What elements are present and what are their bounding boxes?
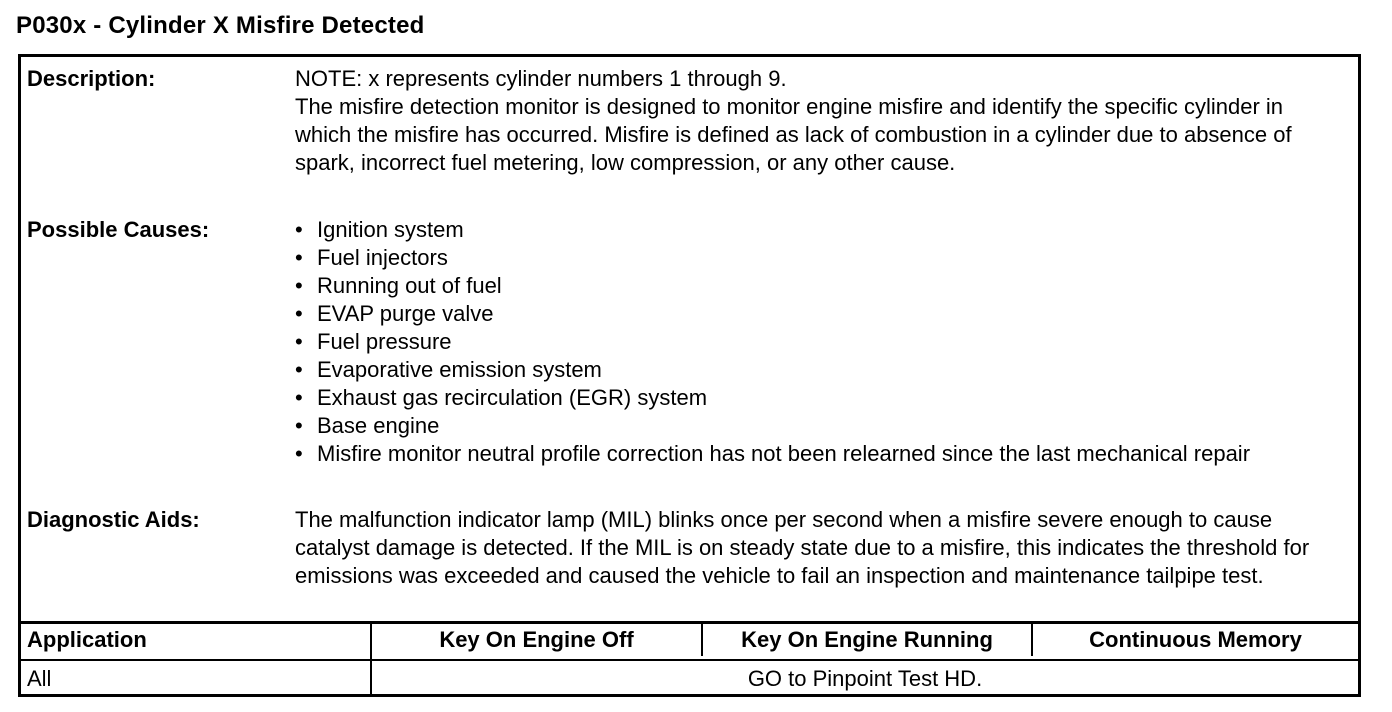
table-header-application: Application — [27, 627, 147, 652]
description-note: NOTE: x represents cylinder numbers 1 through 9. — [295, 66, 787, 91]
description-content — [295, 65, 1343, 177]
list-item: • EVAP purge valve — [295, 300, 1343, 328]
possible-causes-content — [295, 216, 1343, 468]
diagnostic-aids-content — [295, 506, 1343, 590]
list-item: • Ignition system — [295, 216, 1343, 244]
description-label: Description: — [27, 66, 156, 91]
table-header-continuous-memory: Continuous Memory — [1089, 627, 1302, 652]
table-row-separator — [21, 659, 1358, 661]
table-top-border — [21, 621, 1358, 624]
list-item: • Evaporative emission system — [295, 356, 1343, 384]
possible-causes-list — [295, 216, 1343, 468]
page-title: P030x - Cylinder X Misfire Detected — [16, 12, 425, 39]
list-item: • Fuel pressure — [295, 328, 1343, 356]
diagnostic-aids-label: Diagnostic Aids: — [27, 507, 200, 532]
list-item: • Base engine — [295, 412, 1343, 440]
description-text: The misfire detection monitor is designed to monitor engine misfire and identify the specific cylinder in which the misfire has occurred. Misfire is defined as lack of combustion in a cylinder due to absence of spark, incorrect fuel metering, low compression, or any other cause. — [295, 94, 1292, 175]
diagnostic-aids-text: The malfunction indicator lamp (MIL) blinks once per second when a misfire severe enough to cause catalyst damage is detected. If the MIL is on steady state due to a misfire, this indicates the threshold for emissions was exceeded and caused the vehicle to fail an inspection and maintenance tailpipe test. — [295, 507, 1310, 588]
table-cell-application: All — [27, 666, 52, 691]
dtc-info-frame — [18, 54, 1361, 697]
possible-causes-label: Possible Causes: — [27, 217, 210, 242]
table-cell-action: GO to Pinpoint Test HD. — [747, 666, 983, 691]
table-header-key-on-engine-running: Key On Engine Running — [741, 627, 993, 652]
list-item: • Fuel injectors — [295, 244, 1343, 272]
list-item: • Exhaust gas recirculation (EGR) system — [295, 384, 1343, 412]
list-item: • Running out of fuel — [295, 272, 1343, 300]
list-item: • Misfire monitor neutral profile correction has not been relearned since the last mechanical repair — [295, 440, 1343, 468]
table-header-key-on-engine-off: Key On Engine Off — [439, 627, 634, 652]
